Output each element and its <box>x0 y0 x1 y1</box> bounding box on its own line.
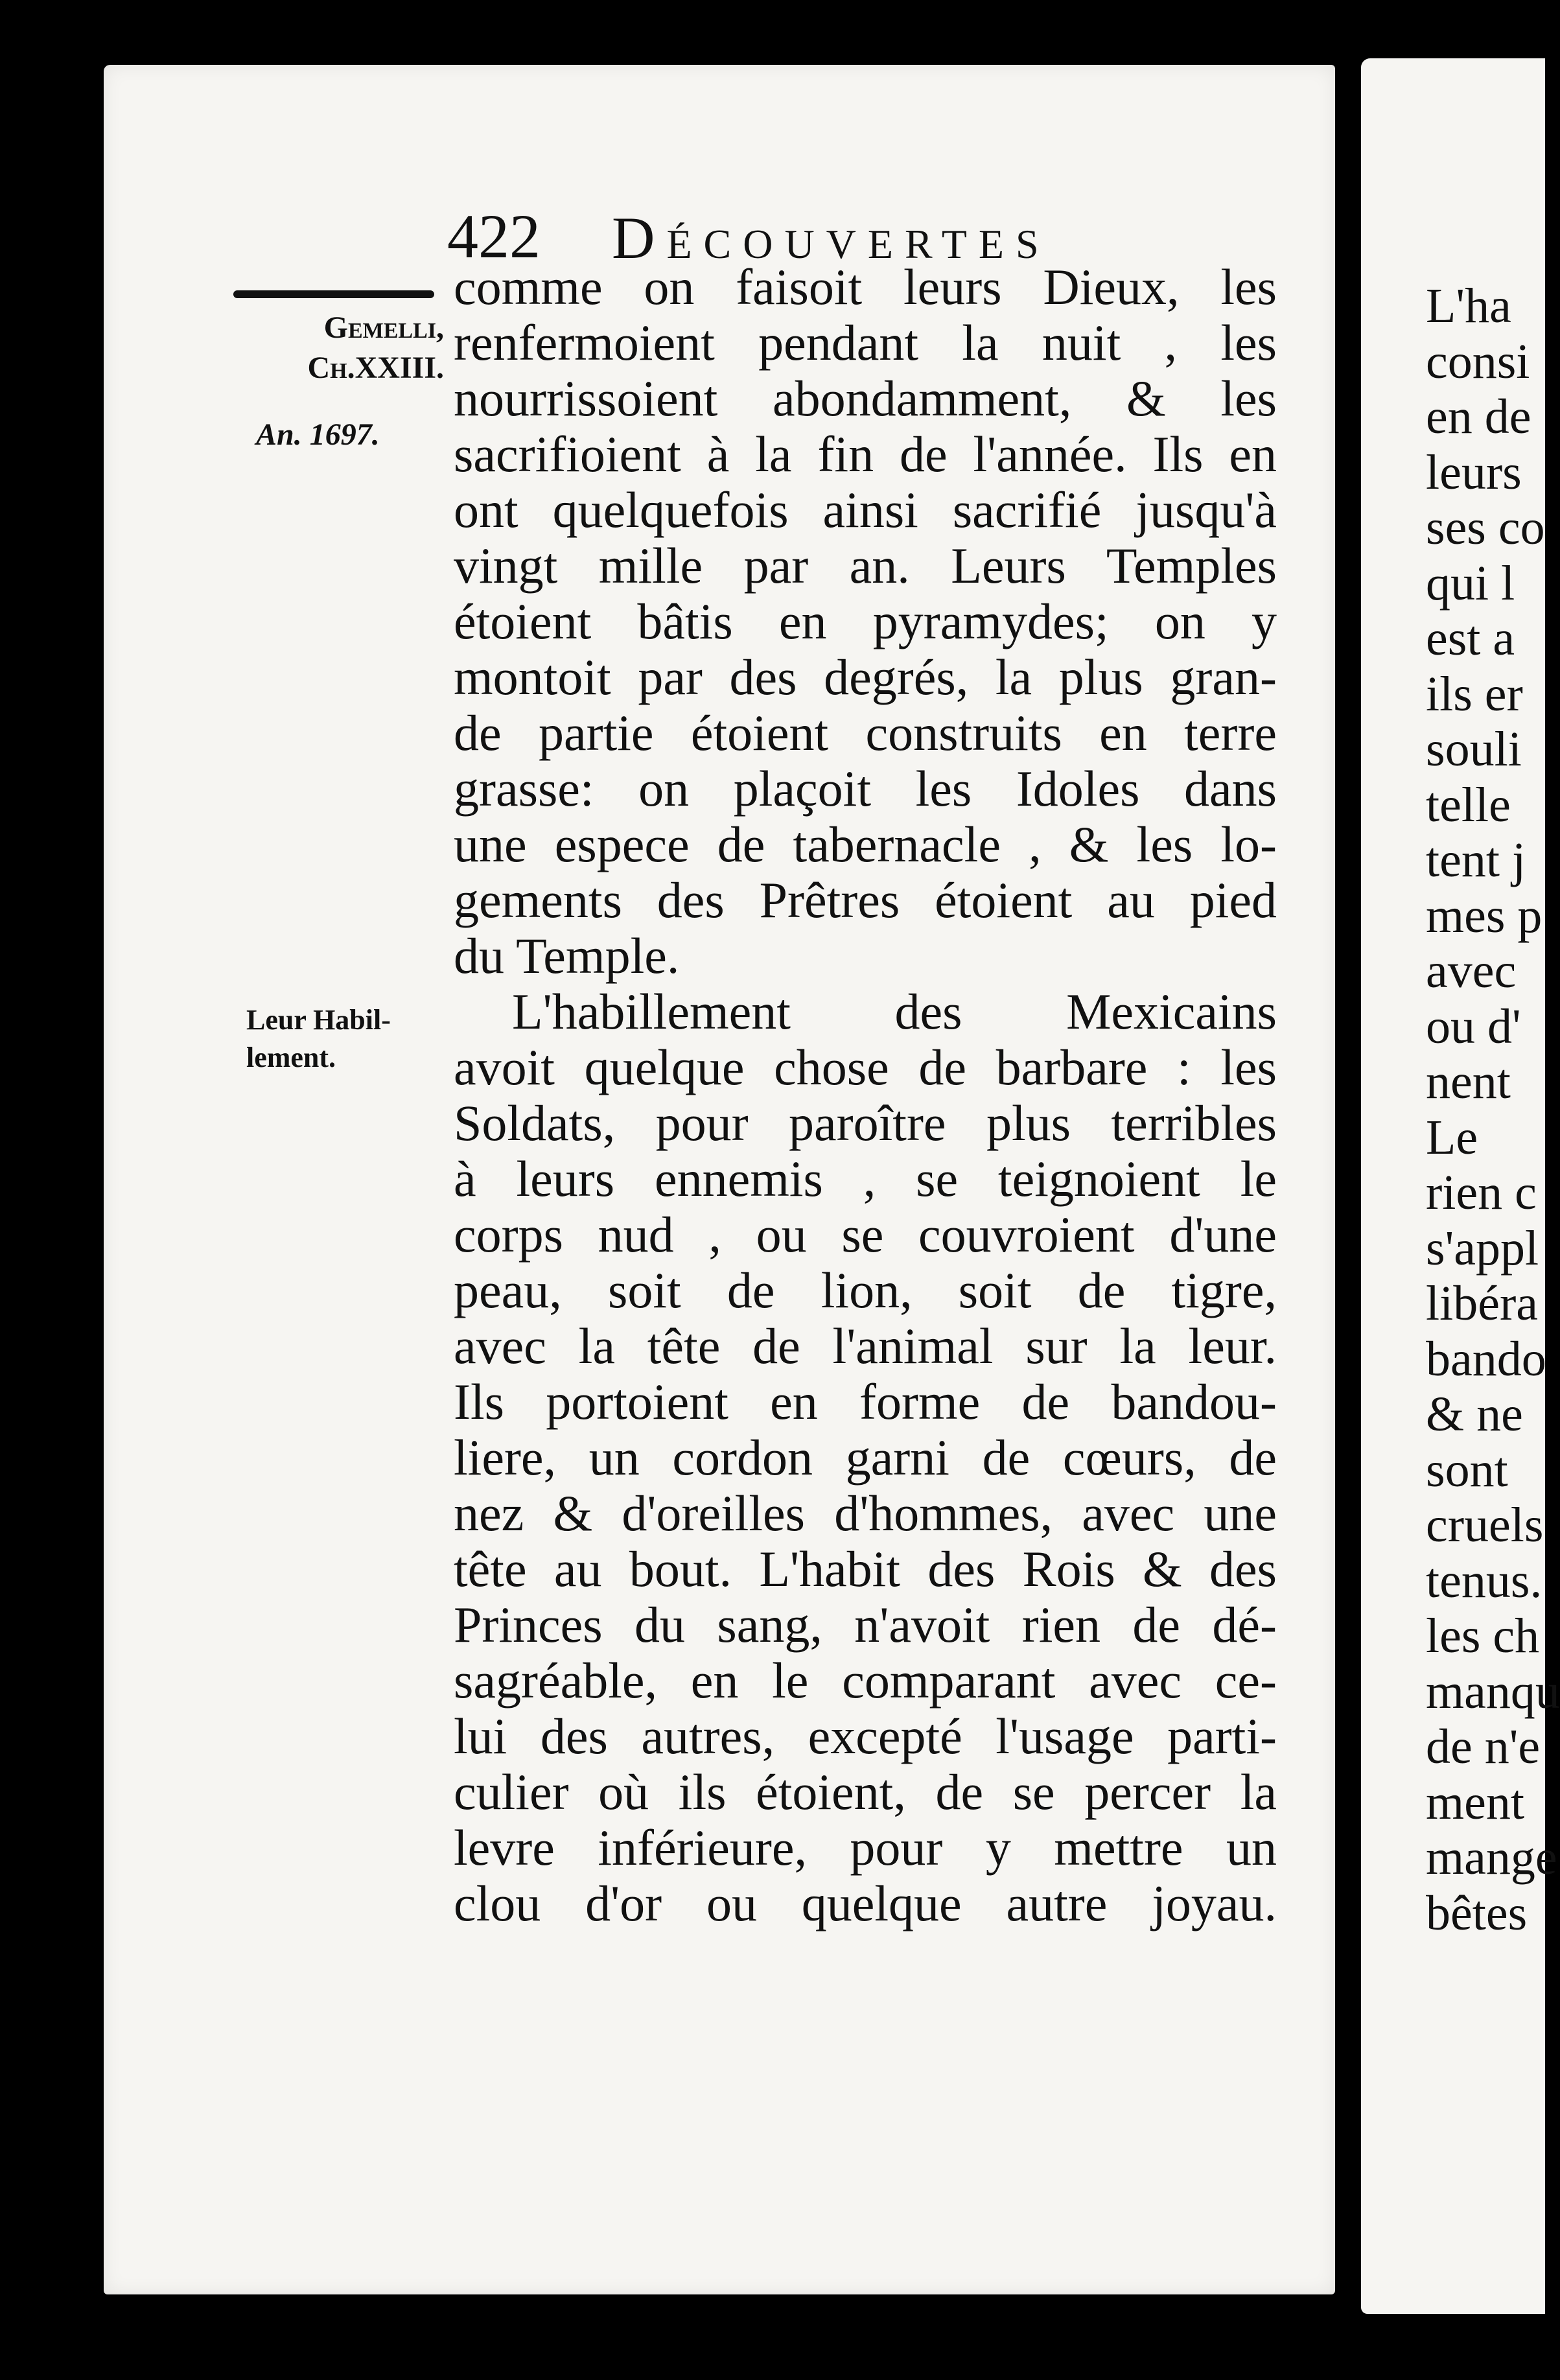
facing-line: les ch <box>1426 1609 1540 1663</box>
margin-reference <box>253 308 444 388</box>
body-line: Soldats, pour paroître plus terribles <box>454 1095 1277 1151</box>
facing-line: avec <box>1426 944 1517 998</box>
body-line: montoit par des degrés, la plus gran- <box>454 649 1277 705</box>
body-line: étoient bâtis en pyramydes; on y <box>454 593 1277 649</box>
facing-line: leurs <box>1426 445 1522 500</box>
page-number: 422 <box>447 202 541 271</box>
facing-line: s'appl <box>1426 1220 1539 1276</box>
body-line: lui des autres, excepté l'usage parti- <box>454 1708 1277 1764</box>
body-line: une espece de tabernacle , & les lo- <box>454 816 1277 872</box>
facing-line: ils er <box>1426 666 1523 721</box>
facing-line: ou d' <box>1426 999 1521 1054</box>
body-line: corps nud , ou se couvroient d'une <box>454 1206 1277 1263</box>
body-line: clou d'or ou quelque autre joyau. <box>454 1875 1277 1931</box>
section-note-line-2: lement. <box>246 1042 336 1073</box>
facing-line: souli <box>1426 722 1522 776</box>
facing-line: & ne <box>1426 1387 1523 1441</box>
facing-line: ses co <box>1426 500 1545 555</box>
body-line: liere, un cordon garni de cœurs, de <box>454 1429 1277 1486</box>
facing-line: telle <box>1426 777 1511 832</box>
body-line: Princes du sang, n'avoit rien de dé- <box>454 1596 1277 1653</box>
body-line: sagréable, en le comparant avec ce- <box>454 1652 1277 1709</box>
facing-line: qui l <box>1426 555 1515 611</box>
facing-line: tent j <box>1426 833 1526 887</box>
body-line: nourrissoient abondamment, & les <box>454 370 1277 426</box>
facing-line: consi <box>1426 334 1530 389</box>
facing-line: rien c <box>1426 1165 1537 1220</box>
facing-line: mes p <box>1426 888 1543 943</box>
body-line: ont quelquefois ainsi sacrifié jusqu'à <box>454 482 1277 538</box>
body-line: vingt mille par an. Leurs Temples <box>454 537 1277 594</box>
body-line: nez & d'oreilles d'hommes, avec une <box>454 1485 1277 1541</box>
section-note-line-1: Leur Habil- <box>246 1004 391 1036</box>
facing-line: nent <box>1426 1055 1511 1109</box>
facing-line: L'ha <box>1426 279 1511 333</box>
reference-chapter: Ch.XXIII. <box>307 351 444 385</box>
facing-page-text <box>1426 279 1560 1941</box>
running-title: Découvertes <box>612 205 1051 271</box>
margin-section-note <box>246 1001 391 1077</box>
body-line: avec la tête de l'animal sur la leur. <box>454 1318 1277 1374</box>
margin-rule <box>233 290 434 298</box>
body-line: peau, soit de lion, soit de tigre, <box>454 1262 1277 1318</box>
facing-line: tenus. <box>1426 1553 1543 1608</box>
facing-line: bêtes <box>1426 1885 1528 1941</box>
facing-line: ment <box>1426 1775 1524 1830</box>
margin-year: An. 1697. <box>256 417 380 452</box>
body-line: comme on faisoit leurs Dieux, les <box>454 259 1277 315</box>
facing-line: manqu <box>1426 1664 1560 1719</box>
body-line: de partie étoient construits en terre <box>454 705 1277 761</box>
facing-line: mange <box>1426 1830 1557 1885</box>
facing-line: de n'e <box>1426 1720 1541 1774</box>
body-line: tête au bout. L'habit des Rois & des <box>454 1541 1277 1597</box>
body-text <box>454 259 1277 1931</box>
body-line: grasse: on plaçoit les Idoles dans <box>454 760 1277 817</box>
body-line: levre inférieure, pour y mettre un <box>454 1819 1277 1876</box>
facing-line: Le <box>1426 1110 1478 1165</box>
facing-line: cruels <box>1426 1498 1544 1552</box>
body-line: gements des Prêtres étoient au pied <box>454 872 1277 928</box>
facing-line: libéra <box>1426 1276 1539 1331</box>
body-line: Ils portoient en forme de bandou- <box>454 1373 1277 1430</box>
facing-line: est a <box>1426 611 1515 666</box>
body-line: à leurs ennemis , se teignoient le <box>454 1150 1277 1207</box>
facing-line: bando <box>1426 1331 1546 1386</box>
reference-author: Gemelli, <box>323 310 444 345</box>
facing-line: sont <box>1426 1442 1508 1497</box>
paragraph-start-line: L'habillement des Mexicains <box>512 983 1277 1040</box>
body-line: avoit quelque chose de barbare : les <box>454 1039 1277 1095</box>
body-line: du Temple. <box>454 928 680 984</box>
body-line: culier où ils étoient, de se percer la <box>454 1764 1277 1820</box>
body-line: sacrifioient à la fin de l'année. Ils en <box>454 426 1277 482</box>
body-line: renfermoient pendant la nuit , les <box>454 314 1277 371</box>
facing-line: en de <box>1426 390 1531 444</box>
